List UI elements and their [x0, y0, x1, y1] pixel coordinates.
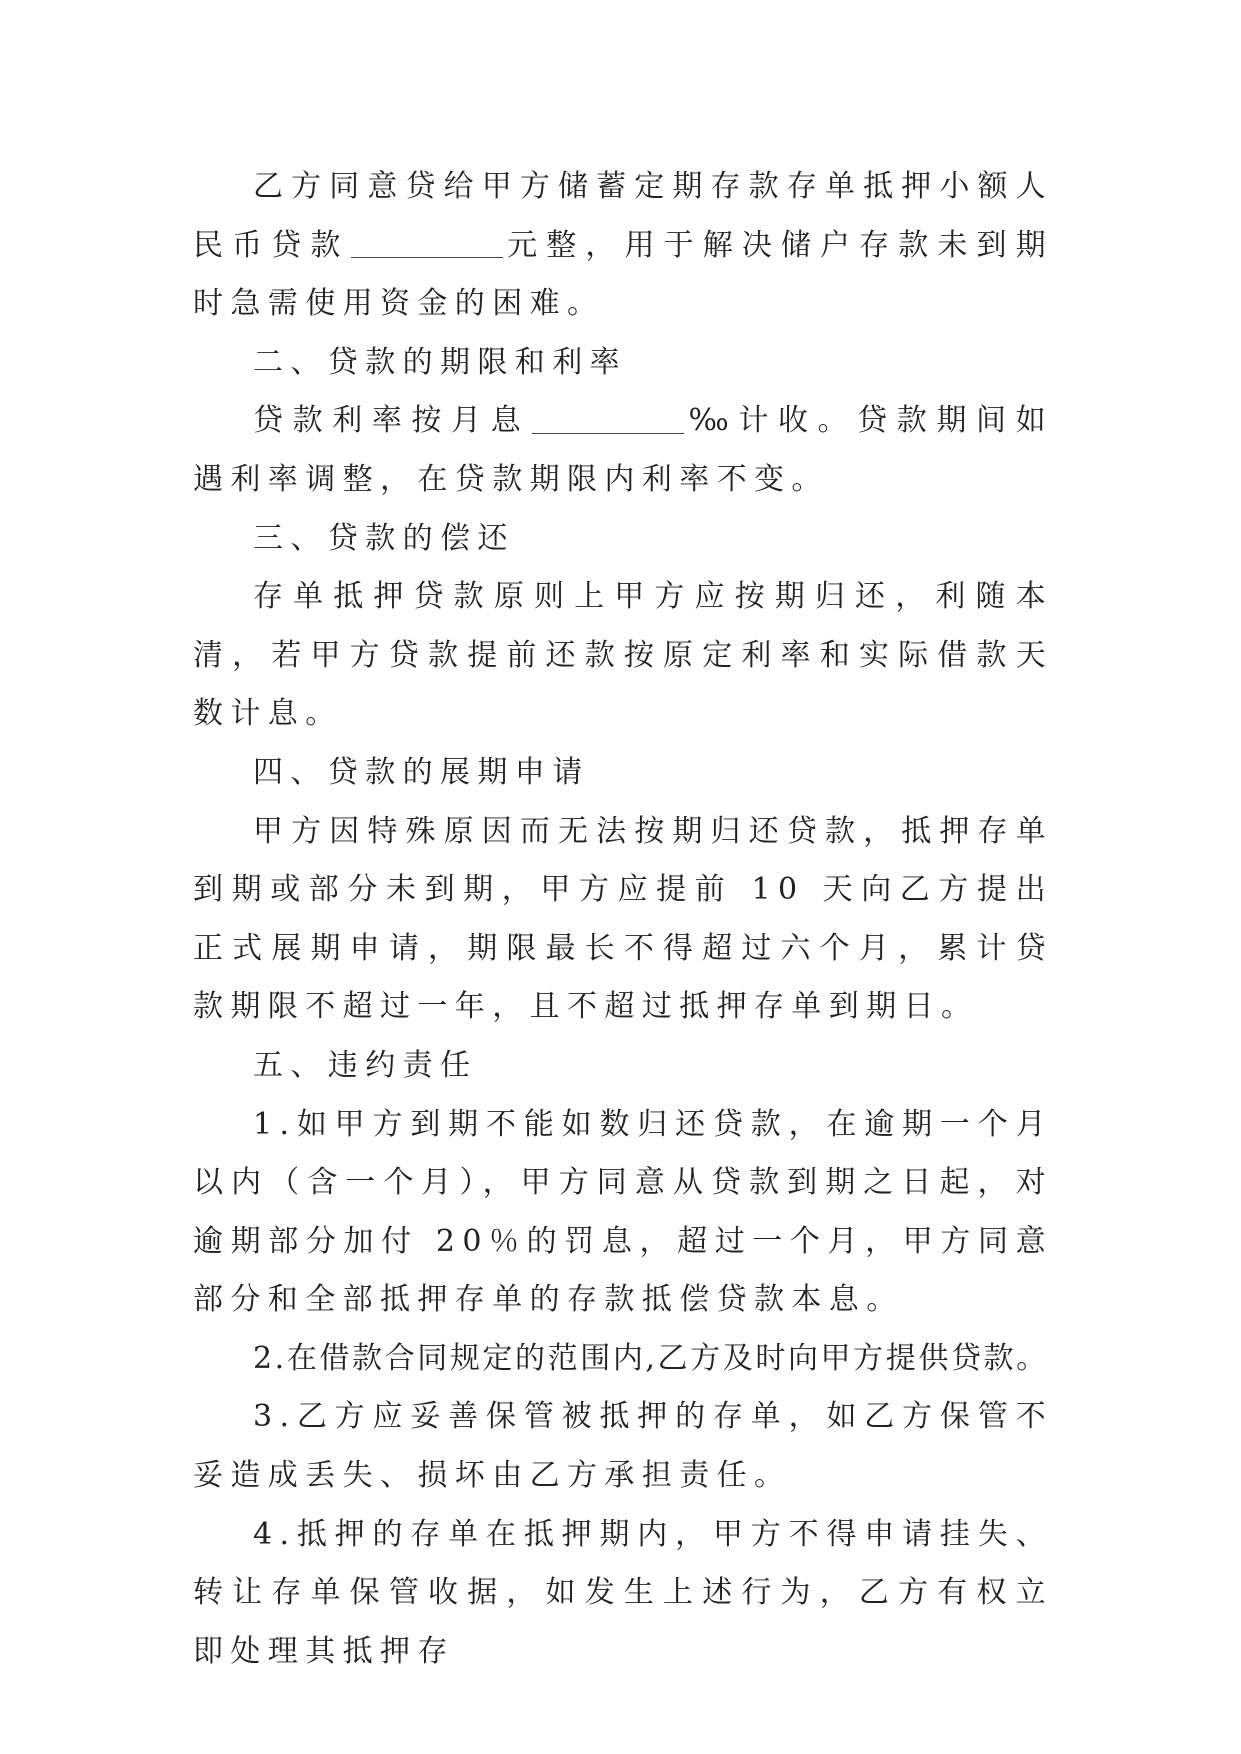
paragraph-text: 乙方同意贷给甲方储蓄定期存款存单抵押小额人民币贷款	[193, 169, 1053, 263]
repayment-paragraph: 存单抵押贷款原则上甲方应按期归还，利随本清，若甲方贷款提前还款按原定利率和实际借款天数计息。	[193, 579, 1053, 732]
liability-clause-2: 2.在借款合同规定的范围内,乙方及时向甲方提供贷款。	[253, 1340, 1049, 1376]
extension-paragraph: 甲方因特殊原因而无法按期归还贷款，抵押存单到期或部分未到期，甲方应提前 10 天向乙方提出正式展期申请，期限最长不得超过六个月，累计贷款期限不超过一年，且不超过抵押存单到期日。	[193, 813, 1053, 1025]
document-body	[193, 158, 1053, 1681]
section-heading-term-rate: 二、贷款的期限和利率	[253, 344, 627, 380]
liability-clause-1: 1.如甲方到期不能如数归还贷款，在逾期一个月以内（含一个月），甲方同意从贷款到期之日起，对逾期部分加付 20％的罚息，超过一个月，甲方同意部分和全部抵押存单的存款抵偿贷款本息。	[193, 1106, 1053, 1318]
liability-clause-3: 3.乙方应妥善保管被抵押的存单，如乙方保管不妥造成丢失、损坏由乙方承担责任。	[193, 1399, 1053, 1494]
interest-rate-blank	[532, 403, 684, 434]
section-heading-extension: 四、贷款的展期申请	[253, 754, 590, 790]
loan-amount-blank	[351, 227, 503, 258]
liability-clause-4: 4.抵押的存单在抵押期内，甲方不得申请挂失、转让存单保管收据，如发生上述行为，乙方有权立即处理其抵押存	[193, 1516, 1053, 1669]
paragraph-text: 元整，用于解决储户存款未到期时急需使用资金的困难。	[193, 227, 1053, 322]
interest-rate-paragraph	[193, 392, 1053, 509]
paragraph-text: 贷款利率按月息	[253, 403, 531, 439]
section-heading-liability: 五、违约责任	[253, 1047, 478, 1083]
loan-amount-paragraph	[193, 158, 1053, 334]
paragraph-text: ‰计收。贷款期间如遇利率调整，在贷款期限内利率不变。	[193, 403, 1053, 497]
section-heading-repayment: 三、贷款的偿还	[253, 520, 515, 556]
